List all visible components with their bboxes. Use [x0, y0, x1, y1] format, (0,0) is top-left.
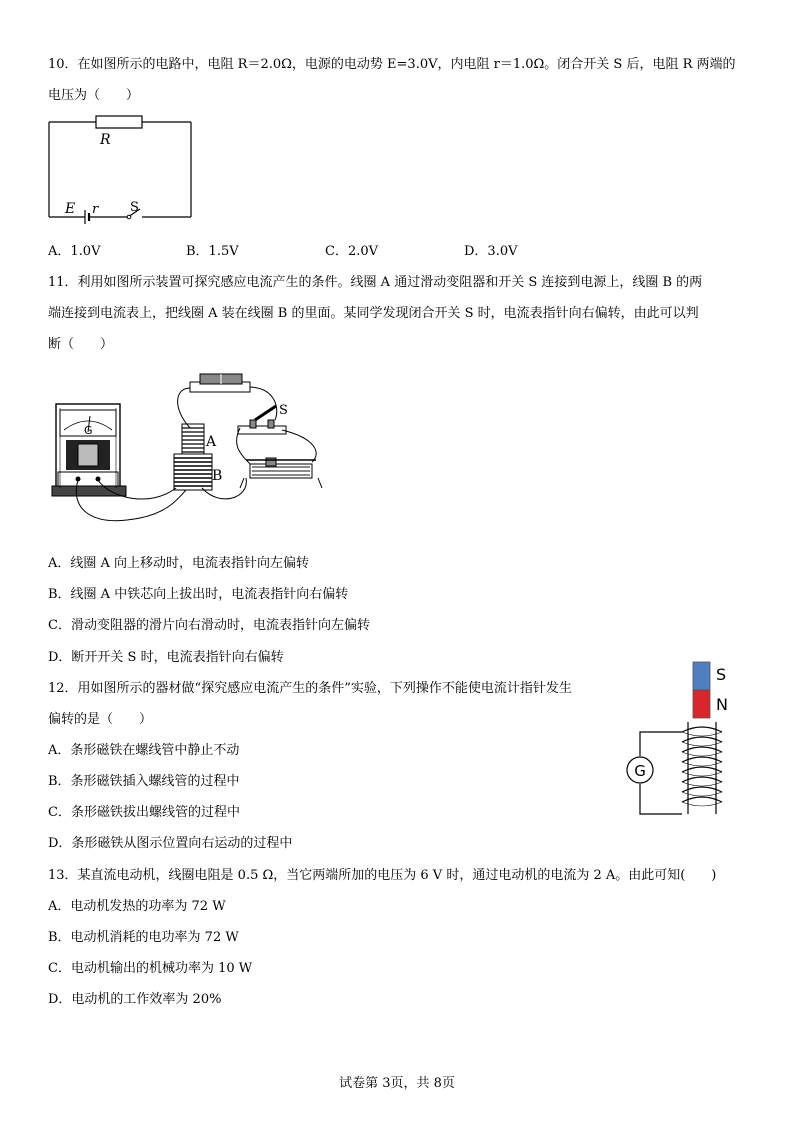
magnet-n-pole	[693, 690, 710, 718]
q10-option-d: D．3.0V	[464, 244, 518, 259]
q12-option-c: C．条形磁铁拔出螺线管的过程中	[48, 805, 240, 820]
q13-stem-line1: 13．某直流电动机，线圈电阻是 0.5 Ω，当它两端所加的电压为 6 V 时，通过电动机的电流为 2 A。由此可知( )	[48, 868, 717, 883]
battery-icon	[190, 374, 250, 392]
q10-option-a: A．1.0V	[48, 244, 101, 259]
page-footer: 试卷第 3页，共 8页	[339, 1076, 455, 1091]
galvanometer-icon	[52, 404, 126, 496]
rheostat-icon	[240, 458, 322, 488]
magnet-s-pole	[693, 662, 710, 690]
q12-solenoid-diagram	[618, 660, 748, 820]
q11-label-g: G	[84, 424, 93, 437]
q11-label-b: B	[212, 468, 223, 484]
q11-label-a: A	[206, 434, 217, 450]
q10-label-e: E	[65, 201, 76, 217]
q12-option-d: D．条形磁铁从图示位置向右运动的过程中	[48, 836, 293, 851]
q12-label-s: S	[716, 665, 727, 684]
q11-stem-line1: 11．利用如图所示装置可探究感应电流产生的条件。线圈 A 通过滑动变阻器和开关 S 连接到电源上，线圈 B 的两	[48, 275, 703, 290]
q10-label-r-internal: r	[92, 202, 99, 217]
q12-label-n: N	[716, 695, 728, 714]
q11-apparatus-diagram	[50, 368, 330, 540]
q11-option-b: B．线圈 A 中铁芯向上拔出时，电流表指针向右偏转	[48, 587, 349, 602]
q13-option-c: C．电动机输出的机械功率为 10 W	[48, 961, 253, 976]
q11-option-c: C．滑动变阻器的滑片向右滑动时，电流表指针向左偏转	[48, 618, 370, 633]
q12-stem-line2: 偏转的是（ ）	[48, 712, 153, 727]
q10-label-s: S	[130, 200, 139, 215]
q10-circuit-diagram	[48, 112, 198, 224]
q13-option-b: B．电动机消耗的电功率为 72 W	[48, 930, 239, 945]
q11-label-s: S	[279, 403, 288, 418]
q11-stem-line2: 端连接到电流表上，把线圈 A 装在线圈 B 的里面。某同学发现闭合开关 S 时，电流表指针向右偏转，由此可以判	[48, 306, 699, 321]
q12-option-b: B．条形磁铁插入螺线管的过程中	[48, 774, 240, 789]
q11-option-a: A．线圈 A 向上移动时，电流表指针向左偏转	[48, 556, 310, 571]
q10-option-b: B．1.5V	[186, 244, 239, 259]
q11-stem-line3: 断（ ）	[48, 337, 114, 352]
q11-option-d: D．断开开关 S 时，电流表指针向右偏转	[48, 650, 284, 665]
q13-option-d: D．电动机的工作效率为 20%	[48, 992, 222, 1007]
q10-stem-line1: 10．在如图所示的电路中，电阻 R＝2.0Ω，电源的电动势 E=3.0V，内电阻 r＝1.0Ω。闭合开关 S 后，电阻 R 两端的	[48, 57, 736, 72]
q12-stem-line1: 12．用如图所示的器材做“探究感应电流产生的条件”实验，下列操作不能使电流计指针发生	[48, 681, 572, 696]
q10-option-c: C．2.0V	[325, 244, 379, 259]
q10-label-r-resistor: R	[100, 132, 111, 148]
q13-option-a: A．电动机发热的功率为 72 W	[48, 899, 226, 914]
q10-stem-line2: 电压为（ ）	[48, 88, 140, 103]
q12-option-a: A．条形磁铁在螺线管中静止不动	[48, 743, 240, 758]
q12-label-g: G	[634, 762, 646, 780]
